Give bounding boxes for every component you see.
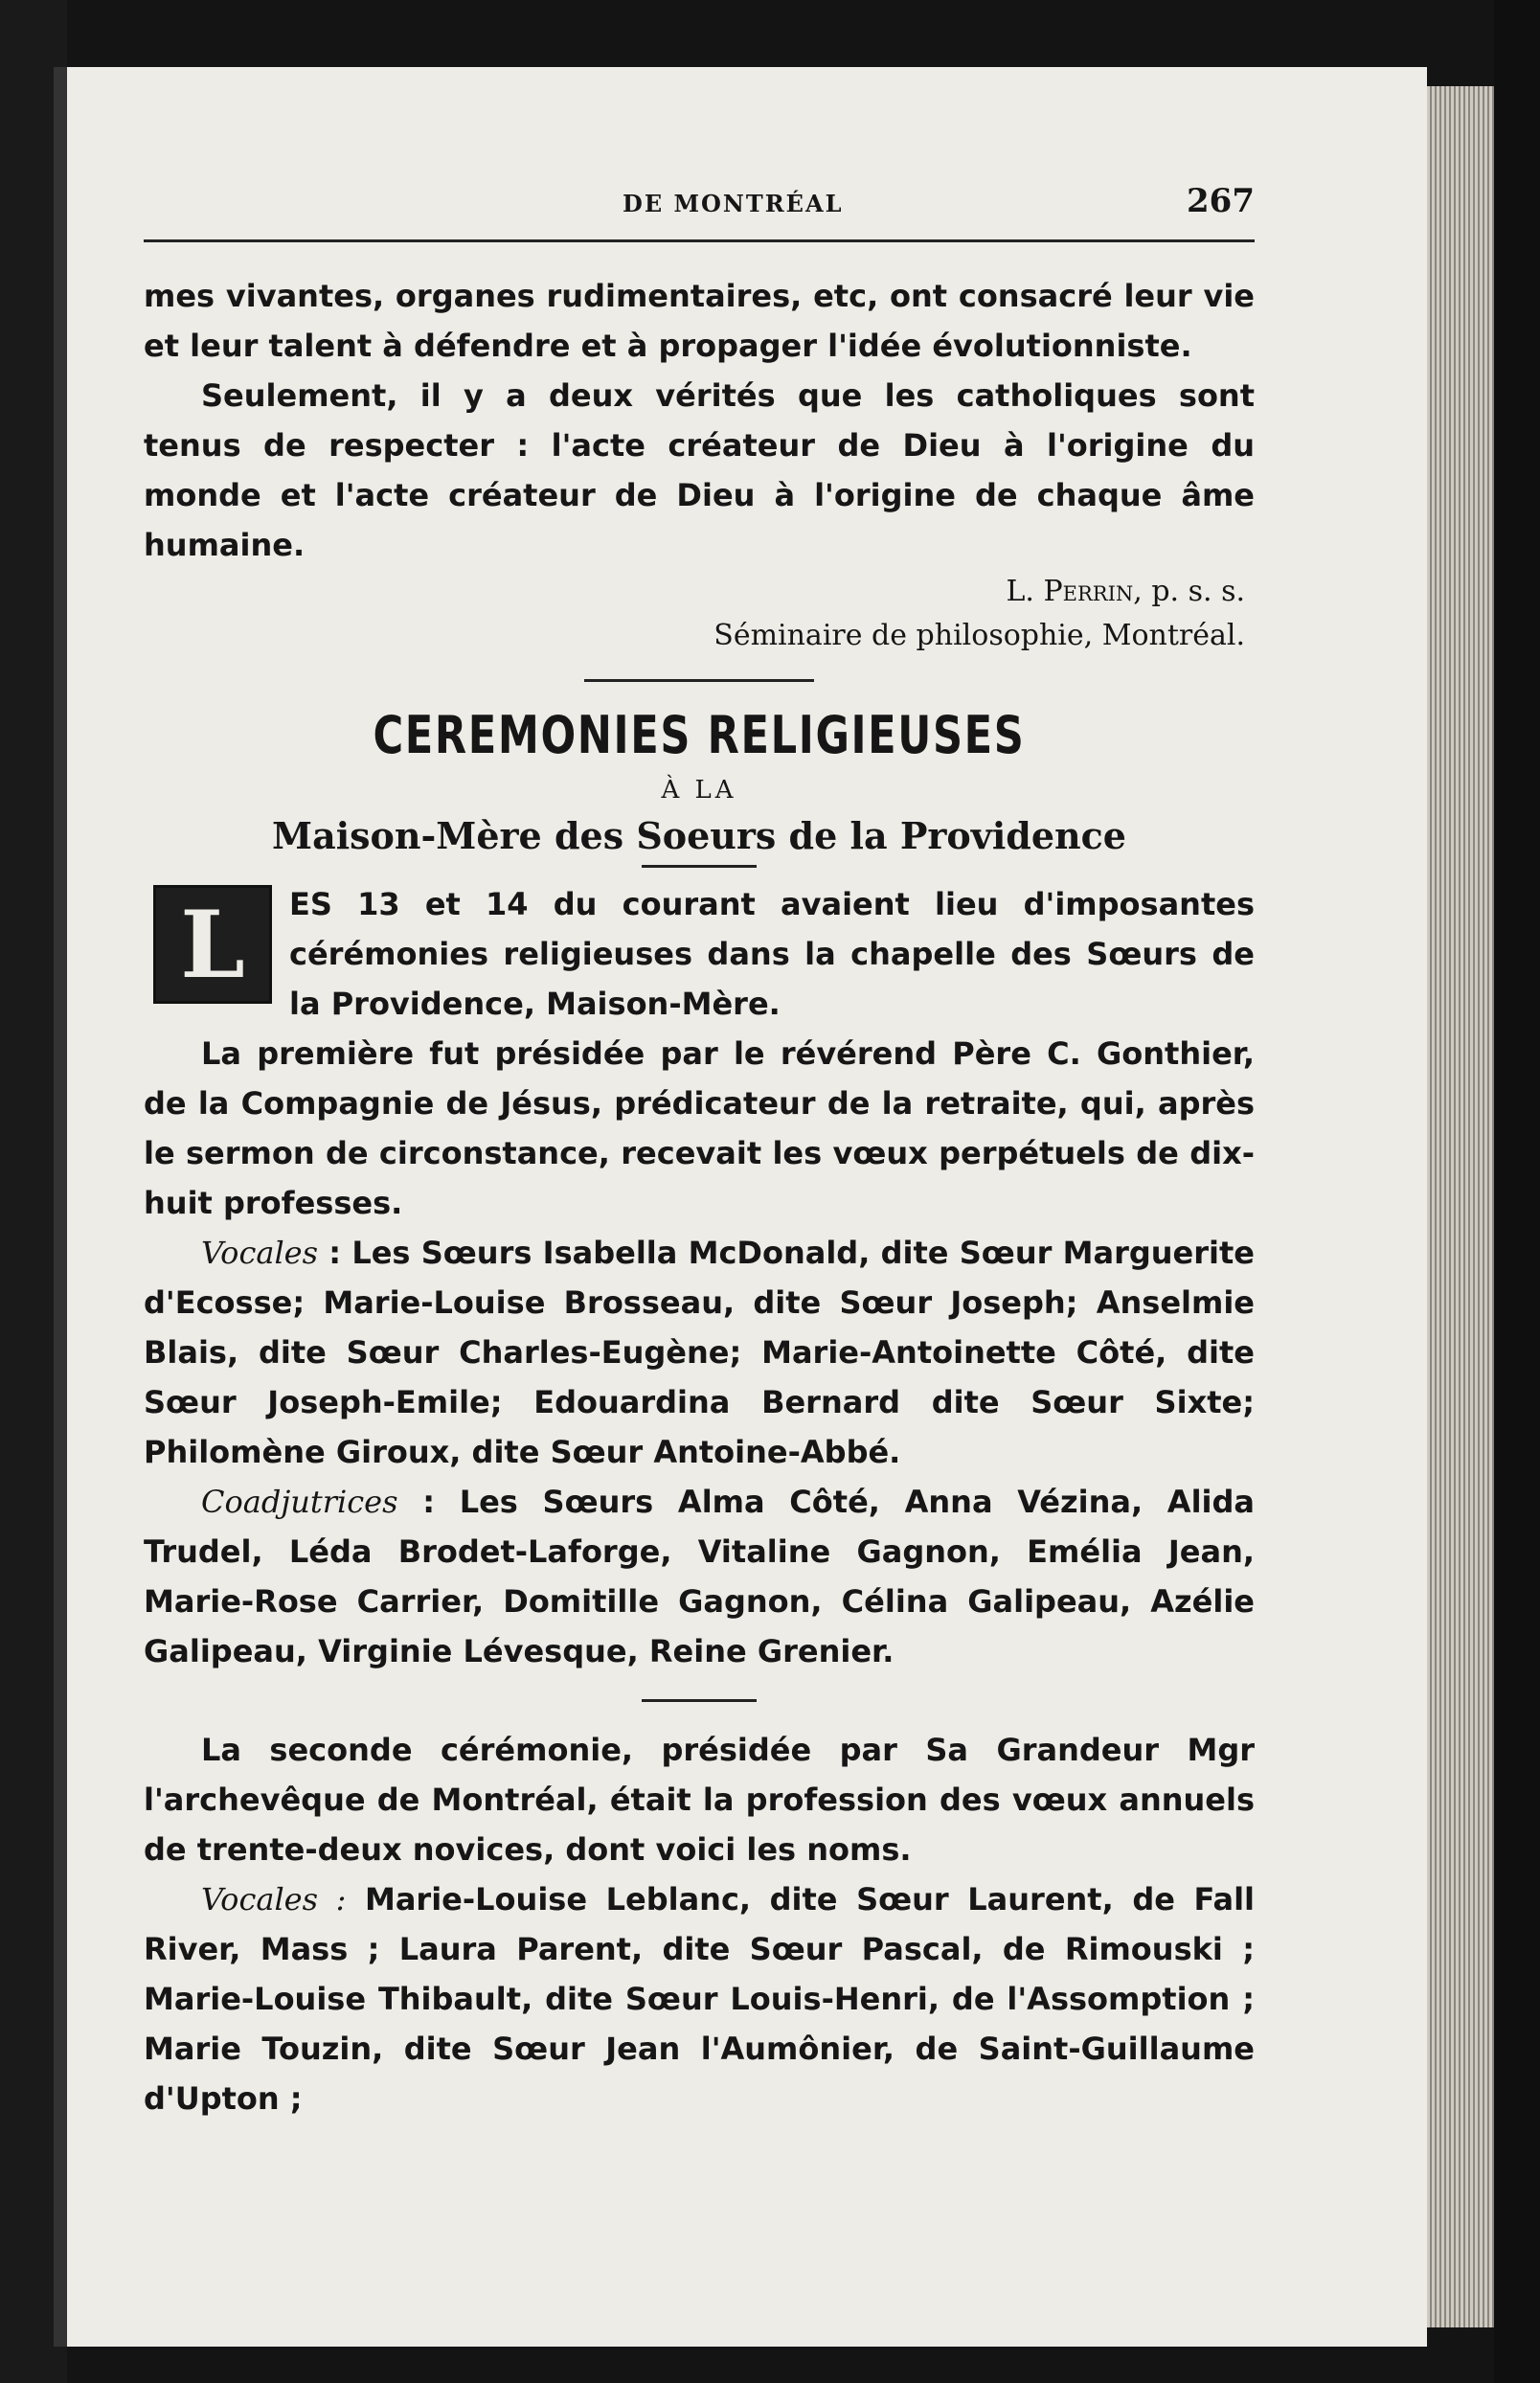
subtitle-divider	[642, 865, 757, 868]
page-text	[144, 182, 1255, 2123]
vocales2-label: Vocales :	[201, 1881, 347, 1918]
coadjutrices-label: Coadjutrices	[201, 1484, 398, 1520]
article-subtitle: Maison-Mère des Soeurs de la Providence	[272, 814, 1126, 857]
paragraph-seconde: La seconde cérémonie, présidée par Sa Grandeur Mgr l'archevêque de Montréal, était la profession des vœux annuels de trente-deux novices, dont voici les noms.	[144, 1732, 1255, 1868]
signature-surname: Perrin	[1043, 575, 1134, 608]
signature-affiliation: Séminaire de philosophie, Montréal.	[713, 619, 1245, 652]
article-preposition: À LA	[661, 776, 737, 805]
signature-initial: L.	[1006, 575, 1044, 608]
ceremony-divider	[642, 1699, 757, 1702]
paragraph-continuation: mes vivantes, organes rudimentaires, etc, ont consacré leur vie et leur talent à défendre et à propager l'idée évolutionniste.	[144, 278, 1255, 364]
dropcap-initial: L	[153, 885, 272, 1004]
page-header	[144, 182, 1255, 242]
paragraph-coadjutrices	[144, 1477, 1255, 1676]
vocales2-text: Marie-Louise Leblanc, dite Sœur Laurent, de Fall River, Mass ; Laura Parent, dite Sœur Pascal, de Rimouski ; Marie-Louise Thibault, dite Sœur Louis-Henri, de l'Assomption ; Marie Touzin, dite Sœur Jean l'Aumônier, de Saint-Guillaume d'Upton ;	[144, 1881, 1256, 2117]
running-head: DE MONTRÉAL	[623, 190, 844, 217]
page-stack-edge	[1427, 86, 1494, 2327]
paragraph-vocales	[144, 1228, 1255, 1477]
article-title: CEREMONIES RELIGIEUSES	[373, 705, 1026, 765]
paragraph-verites: Seulement, il y a deux vérités que les catholiques sont tenus de respecter : l'acte créateur de Dieu à l'origine du monde et l'acte créateur de Dieu à l'origine de chaque âme humaine.	[144, 377, 1255, 563]
paragraph-premiere: La première fut présidée par le révérend Père C. Gonthier, de la Compagnie de Jésus, prédicateur de la retraite, qui, après le sermon de circonstance, recevait les vœux perpétuels de dix-huit professes.	[144, 1035, 1255, 1221]
paragraph-vocales-novices	[144, 1874, 1255, 2123]
signature-suffix: , p. s. s.	[1133, 575, 1245, 608]
intro-block	[144, 879, 1255, 1029]
book-gutter	[54, 67, 67, 2347]
coadjutrices-text: : Les Sœurs Alma Côté, Anna Vézina, Alida Trudel, Léda Brodet-Laforge, Vitaline Gagnon, Emélia Jean, Marie-Rose Carrier, Domitille Gagnon, Célina Galipeau, Azélie Galipeau, Virginie Lévesque, Reine Grenier.	[144, 1484, 1255, 1669]
vocales-text: : Les Sœurs Isabella McDonald, dite Sœur Marguerite d'Ecosse; Marie-Louise Brosseau, dite Sœur Joseph; Anselmie Blais, dite Sœur Charles-Eugène; Marie-Antoinette Côté, dite Sœur Joseph-Emile; Edouardina Bernard dite Sœur Sixte; Philomène Giroux, dite Sœur Antoine-Abbé.	[144, 1235, 1255, 1470]
paragraph-intro: ES 13 et 14 du courant avaient lieu d'imposantes cérémonies religieuses dans la chapelle des Sœurs de la Providence, Maison-Mère.	[289, 886, 1255, 1022]
vocales-label: Vocales	[201, 1235, 319, 1271]
page-number: 267	[1187, 182, 1255, 220]
section-divider	[584, 679, 814, 682]
scan-right-edge	[1494, 0, 1540, 2383]
signature-name	[144, 570, 1245, 614]
